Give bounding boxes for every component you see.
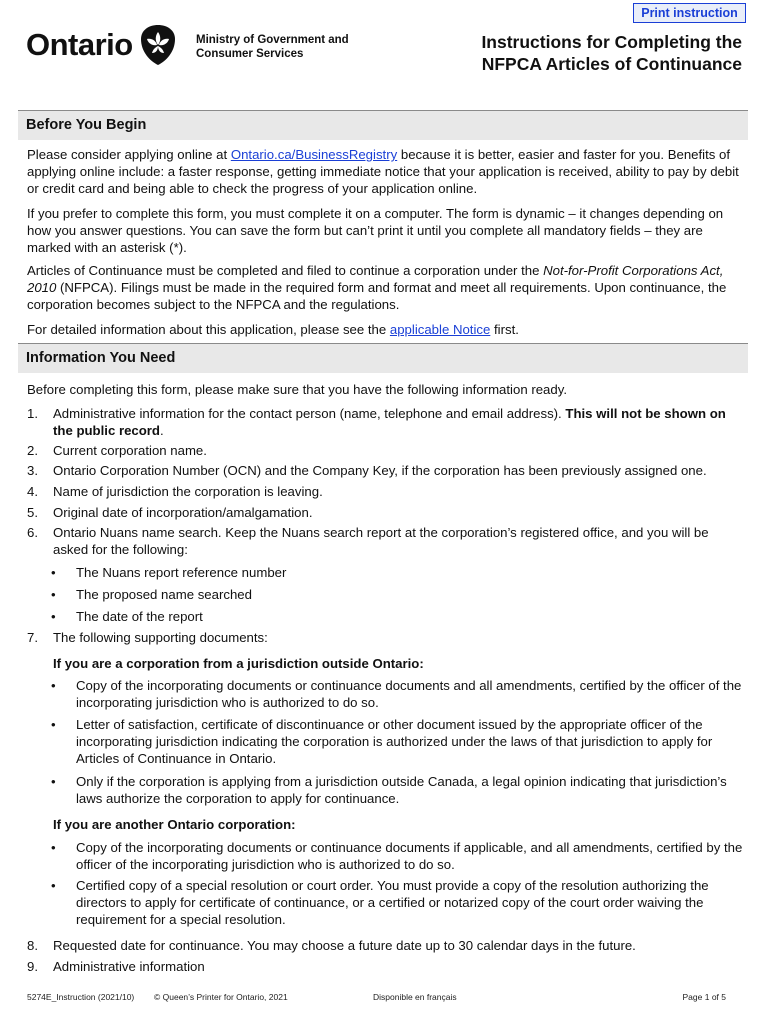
trillium-icon xyxy=(139,24,177,66)
before-paragraph-1: Please consider applying online at Ontario.ca/BusinessRegistry because it is better, easier and faster for you. Benefits of applying online include: a faster response, getting immediate notice that your application is received, ability to pay by debit or credit card and being able to check the progress of your application online. xyxy=(27,147,739,196)
info-intro: Before completing this form, please make sure that you have the following information ready. xyxy=(27,382,567,397)
logo-wordmark: Ontario xyxy=(26,27,133,62)
footer-page-number: Page 1 of 5 xyxy=(682,992,726,1002)
business-registry-link[interactable]: Ontario.ca/BusinessRegistry xyxy=(230,147,398,162)
applicable-notice-link[interactable]: applicable Notice xyxy=(389,322,491,337)
before-paragraph-2: If you prefer to complete this form, you must complete it on a computer. The form is dynamic – it changes depending on how you answer questions. You can save the form but can’t print it until you complete all mandatory fields – they are marked with an asterisk (*). xyxy=(27,206,724,255)
section-heading-before-you-begin: Before You Begin xyxy=(18,110,748,140)
document-title: Instructions for Completing the NFPCA Articles of Continuance xyxy=(481,32,742,74)
another-ontario-heading: If you are another Ontario corporation: xyxy=(53,817,296,832)
footer-french-link[interactable]: Disponible en français xyxy=(373,992,457,1002)
print-instruction-button[interactable]: Print instruction xyxy=(633,3,746,23)
before-paragraph-3: Articles of Continuance must be completed and filed to continue a corporation under the Not-for-Profit Corporations Act, 2010 (NFPCA). Filings must be made in the required form and format and meet all requirements. Upon continuance, the corporation becomes subject to the NFPCA and the regulations. xyxy=(27,263,727,312)
before-paragraph-4: For detailed information about this application, please see the applicable Notice first. xyxy=(27,322,519,337)
footer-form-id: 5274E_Instruction (2021/10) xyxy=(27,992,135,1002)
ministry-name: Ministry of Government and Consumer Services xyxy=(196,34,349,60)
ontario-logo xyxy=(26,22,177,68)
footer-copyright: © Queen’s Printer for Ontario, 2021 xyxy=(154,992,288,1002)
outside-ontario-heading: If you are a corporation from a jurisdiction outside Ontario: xyxy=(53,656,424,671)
section-heading-information-you-need: Information You Need xyxy=(18,343,748,373)
